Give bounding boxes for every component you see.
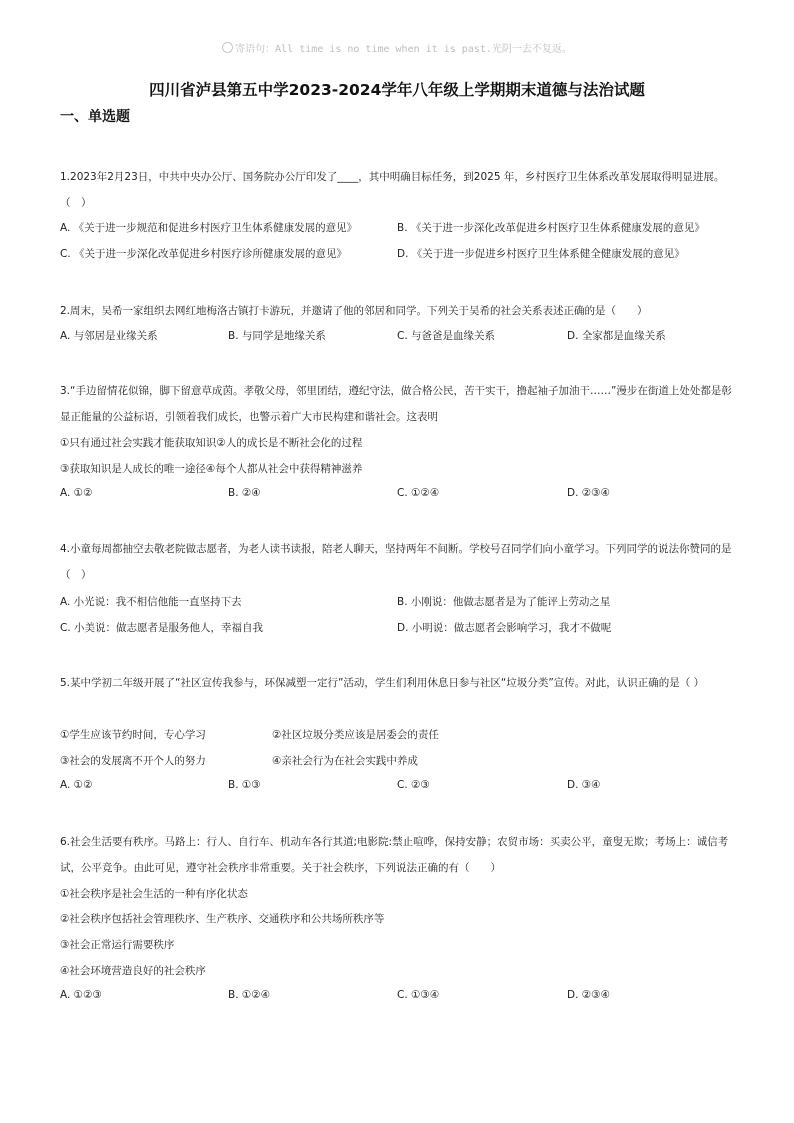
question-5-statement-2: ②社区垃圾分类应该是居委会的责任 [272, 729, 439, 741]
question-2-option-d: D. 全家都是血缘关系 [567, 330, 666, 342]
question-5-statement-3: ③社会的发展离不开个人的努力 [60, 755, 206, 767]
question-5-statement-4: ④亲社会行为在社会实践中养成 [272, 755, 418, 767]
motto-text: 寄语句：All time is no time when it is past.光阴一去不复返。 [235, 44, 572, 55]
question-6-statement-4: ④社会环境营造良好的社会秩序 [60, 965, 206, 977]
question-4-option-b: B. 小刚说：他做志愿者是为了能评上劳动之星 [397, 596, 611, 608]
question-4-option-d: D. 小明说：做志愿者会影响学习，我才不做呢 [397, 622, 612, 634]
question-6-option-a: A. ①②③ [60, 989, 102, 1001]
question-1-option-a: A. 《关于进一步规范和促进乡村医疗卫生体系健康发展的意见》 [60, 222, 358, 234]
question-5-option-a: A. ①② [60, 779, 93, 791]
question-2-option-c: C. 与爸爸是血缘关系 [397, 330, 496, 342]
question-1-option-c: C. 《关于进一步深化改革促进乡村医疗诊所健康发展的意见》 [60, 248, 348, 260]
question-2-option-b: B. 与同学是地缘关系 [228, 330, 326, 342]
smile-icon [222, 42, 233, 53]
question-5-statement-1: ①学生应该节约时间，专心学习 [60, 729, 206, 741]
question-3-option-b: B. ②④ [228, 487, 261, 499]
question-6-statement-2: ②社会秩序包括社会管理秩序、生产秩序、交通秩序和公共场所秩序等 [60, 913, 385, 925]
question-4-option-a: A. 小光说：我不相信他能一直坚持下去 [60, 596, 242, 608]
question-4-option-c: C. 小美说：做志愿者是服务他人，幸福自我 [60, 622, 264, 634]
question-5-option-b: B. ①③ [228, 779, 261, 791]
page-title: 四川省泸县第五中学2023-2024学年八年级上学期期末道德与法治试题 [149, 81, 645, 99]
question-5-option-d: D. ③④ [567, 779, 601, 791]
question-3-stem: 3.“手边留情花似锦，脚下留意草成茵。孝敬父母，邻里团结，遵纪守法，做合格公民，苦干实干，撸起袖子加油干……”漫步在街道上处处都是彰显正能量的公益标语，引领着我们成长，也警示着广大市民构建和谐社会。这表明 [60, 385, 732, 423]
question-2-stem: 2.周末，吴希一家组织去网红地梅洛古镇打卡游玩，并邀请了他的邻居和同学。下列关于吴希的社会关系表述正确的是（ ） [60, 305, 648, 317]
question-6-statement-1: ①社会秩序是社会生活的一种有序化状态 [60, 888, 248, 900]
question-2-option-a: A. 与邻居是业缘关系 [60, 330, 158, 342]
question-3-option-d: D. ②③④ [567, 487, 610, 499]
question-1-option-b: B. 《关于进一步深化改革促进乡村医疗卫生体系健康发展的意见》 [397, 222, 705, 234]
question-6-option-d: D. ②③④ [567, 989, 610, 1001]
question-4-stem: 4.小童每周都抽空去敬老院做志愿者，为老人读书读报，陪老人聊天，坚持两年不间断。学校号召同学们向小童学习。下列同学的说法你赞同的是（ ） [60, 543, 732, 581]
motto-header [0, 40, 794, 55]
question-1-stem: 1.2023年2月23日，中共中央办公厅、国务院办公厅印发了____，其中明确目标任务，到2025 年，乡村医疗卫生体系改革发展取得明显进展。（ ） [60, 171, 725, 209]
question-6-stem: 6.社会生活要有秩序。马路上：行人、自行车、机动车各行其道;电影院:禁止喧哗，保持安静；农贸市场：买卖公平，童叟无欺；考场上：诚信考试，公平竞争。由此可见，遵守社会秩序非常重要。关于社会秩序，下列说法正确的有（ ） [60, 836, 729, 874]
question-3-option-c: C. ①②④ [397, 487, 440, 499]
question-6-option-c: C. ①③④ [397, 989, 440, 1001]
question-3-option-a: A. ①② [60, 487, 93, 499]
question-5-option-c: C. ②③ [397, 779, 430, 791]
question-5-stem: 5.某中学初二年级开展了“社区宣传我参与，环保减塑一定行”活动，学生们利用休息日参与社区“垃圾分类”宣传。对此，认识正确的是（ ） [60, 677, 705, 689]
question-3-statement-2: ③获取知识是人成长的唯一途径④每个人都从社会中获得精神滋养 [60, 463, 363, 475]
question-1-option-d: D. 《关于进一步促进乡村医疗卫生体系健全健康发展的意见》 [397, 248, 685, 260]
question-6-statement-3: ③社会正常运行需要秩序 [60, 939, 175, 951]
section-heading: 一、单选题 [60, 109, 130, 125]
question-6-option-b: B. ①②④ [228, 989, 271, 1001]
question-3-statement-1: ①只有通过社会实践才能获取知识②人的成长是不断社会化的过程 [60, 437, 363, 449]
